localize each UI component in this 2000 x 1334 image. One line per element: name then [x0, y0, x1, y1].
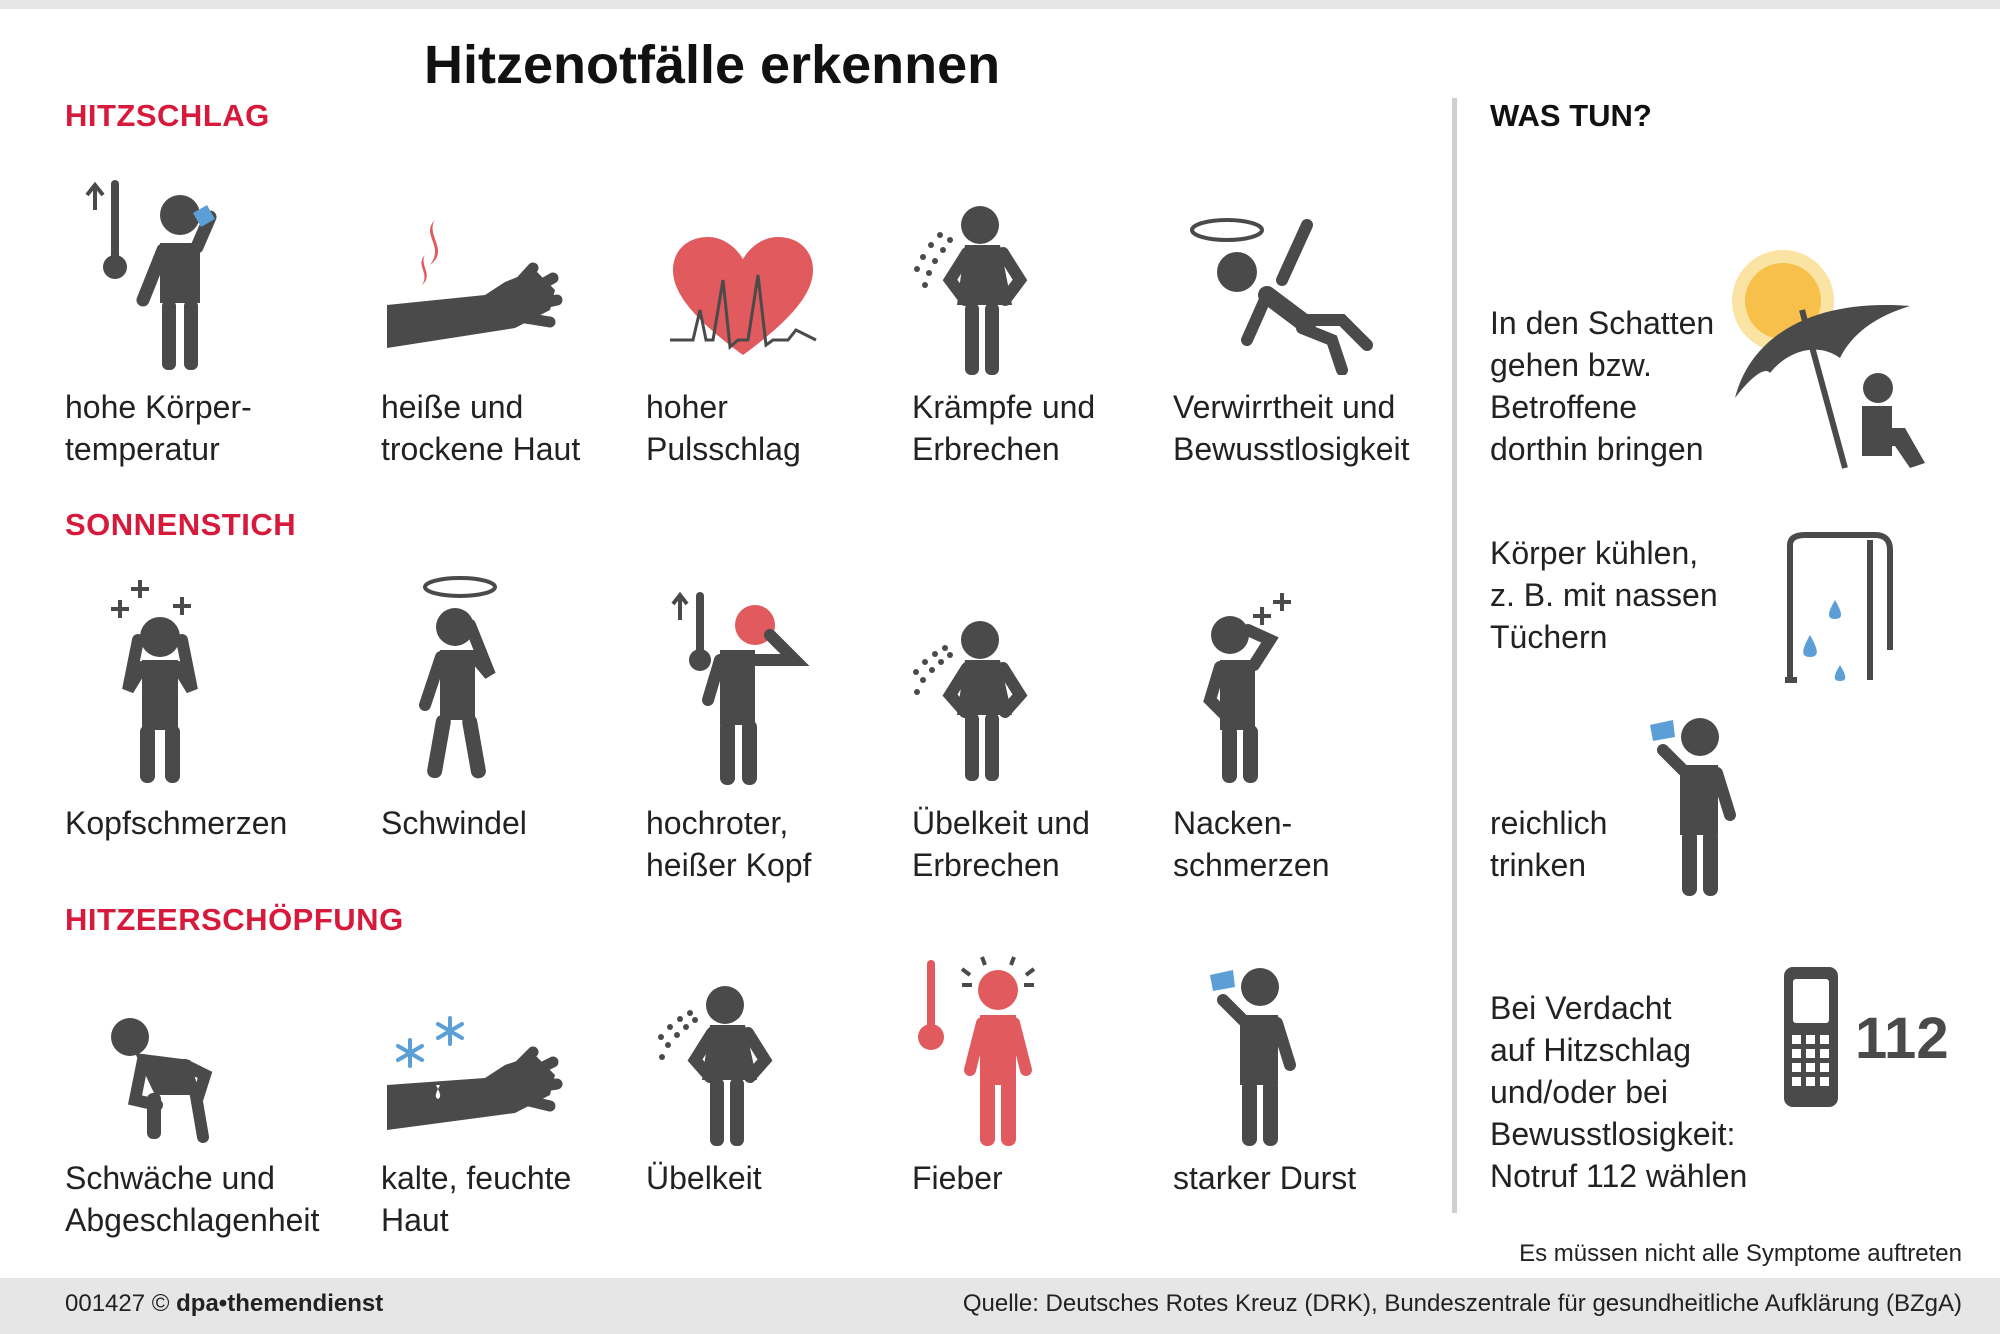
drinking-person-icon: [1645, 715, 1755, 900]
brand-logo: dpa•themendienst: [176, 1290, 384, 1317]
dizzy-person-icon: [415, 575, 525, 785]
footer: [0, 1278, 2000, 1334]
umbrella-shade-icon: [1730, 248, 1940, 473]
neck-pain-person-icon: [1200, 585, 1310, 785]
symptom-label: starker Durst: [1173, 1160, 1357, 1196]
symptom-label: Fieber: [912, 1160, 1003, 1196]
symptom-label: kalte, feuchte Haut: [381, 1160, 572, 1238]
symptom-label: hohe Körper- temperatur: [65, 389, 252, 467]
emergency-number: 112: [1855, 1006, 1949, 1071]
action-text: Bei Verdacht auf Hitzschlag und/oder bei Bewusstlosigkeit: Notruf 112 wählen: [1490, 990, 1748, 1194]
thirsty-person-icon: [1205, 965, 1315, 1150]
footer-credit: [65, 1290, 383, 1318]
page-title: Hitzenotfälle erkennen: [424, 35, 1001, 95]
red-head-person-icon: [670, 590, 820, 790]
nausea-person-icon: [905, 620, 1055, 785]
copyright-symbol: ©: [151, 1290, 170, 1317]
action-text: In den Schatten gehen bzw. Betroffene dorthin bringen: [1490, 305, 1715, 467]
symptom-label: Kopfschmerzen: [65, 805, 288, 841]
falling-person-icon: [1182, 210, 1382, 375]
symptom-label: Übelkeit: [646, 1160, 762, 1196]
graphic-id: 001427: [65, 1290, 146, 1317]
symptom-label: Übelkeit und Erbrechen: [912, 805, 1090, 883]
top-bar: [0, 0, 2000, 9]
symptom-label: hoher Pulsschlag: [646, 389, 801, 467]
phone-icon: [1782, 965, 1840, 1110]
symptom-label: Nacken- schmerzen: [1173, 805, 1330, 883]
symptom-label: Verwirrtheit und Bewusstlosigkeit: [1173, 389, 1410, 467]
nausea-person-icon: [650, 985, 800, 1150]
wet-towel-icon: [1775, 530, 1895, 700]
section-heading-hitzschlag: HITZSCHLAG: [65, 98, 270, 133]
action-text: reichlich trinken: [1490, 805, 1608, 883]
symptom-label: hochroter, heißer Kopf: [646, 805, 812, 883]
fever-person-icon: [910, 955, 1040, 1150]
weak-person-icon: [95, 1015, 225, 1145]
vomiting-person-icon: [905, 205, 1055, 380]
symptom-label: Schwäche und Abgeschlagenheit: [65, 1160, 320, 1238]
headache-person-icon: [110, 575, 220, 785]
source-credit: Quelle: Deutsches Rotes Kreuz (DRK), Bundeszentrale für gesundheitliche Aufklärung (BZgA): [962, 1290, 1962, 1317]
actions-heading: WAS TUN?: [1490, 98, 1652, 133]
section-heading-hitzeerschoepfung: HITZEERSCHÖPFUNG: [65, 902, 404, 937]
thermometer-person-icon: [75, 175, 245, 375]
action-text: Körper kühlen, z. B. mit nassen Tüchern: [1490, 535, 1718, 655]
column-divider: [1452, 98, 1457, 1213]
symptom-note: Es müssen nicht alle Symptome auftreten: [1519, 1240, 1962, 1267]
symptom-label: heiße und trockene Haut: [381, 389, 581, 467]
hot-arm-icon: [385, 210, 565, 360]
section-heading-sonnenstich: SONNENSTICH: [65, 507, 297, 542]
cold-arm-icon: [385, 1010, 565, 1155]
heart-pulse-icon: [668, 235, 818, 365]
symptom-label: Schwindel: [381, 805, 527, 841]
symptom-label: Krämpfe und Erbrechen: [912, 389, 1096, 467]
